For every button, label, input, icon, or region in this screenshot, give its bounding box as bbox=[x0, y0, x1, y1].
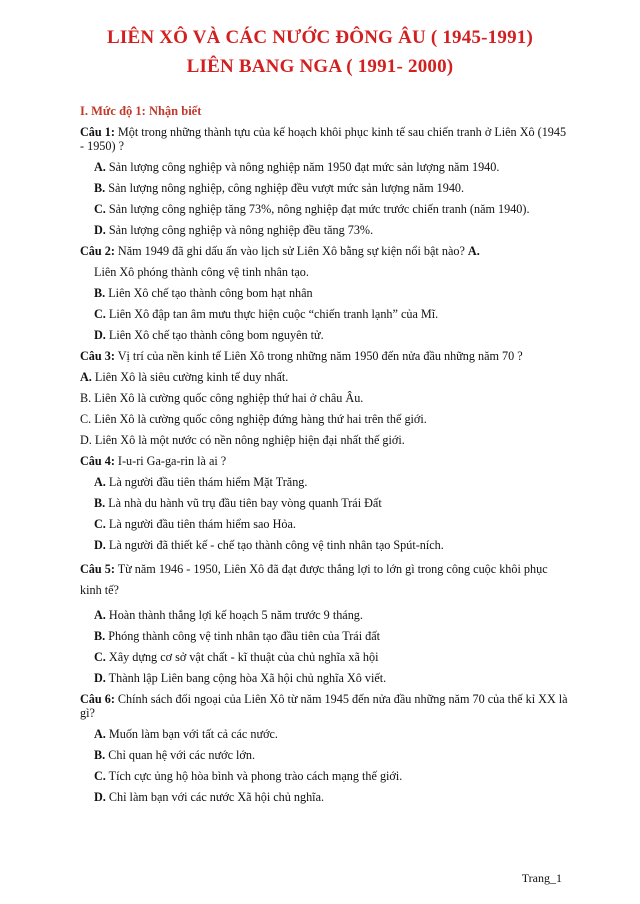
question-text: I-u-ri Ga-ga-rin là ai ? bbox=[114, 454, 227, 468]
question-3 bbox=[80, 349, 570, 363]
option-key: A. bbox=[94, 608, 106, 622]
question-number: Câu 1: bbox=[80, 125, 115, 139]
option-text: Thành lập Liên bang cộng hòa Xã hội chủ nghĩa Xô viết. bbox=[105, 671, 387, 685]
option-key: B. bbox=[94, 748, 106, 762]
question-text: Chính sách đối ngoại của Liên Xô từ năm 1945 đến nửa đầu những năm 70 của thế kỉ XX là gì? bbox=[80, 692, 568, 720]
question-text: Vị trí của nền kinh tế Liên Xô trong những năm 1950 đến nửa đầu những năm 70 ? bbox=[114, 349, 523, 363]
option-key: A. bbox=[94, 475, 106, 489]
option-key: A. bbox=[94, 160, 106, 174]
option-text: Sản lượng nông nghiệp, công nghiệp đều vượt mức sản lượng năm 1940. bbox=[105, 181, 465, 195]
option-6c bbox=[94, 769, 570, 783]
option-4c bbox=[94, 517, 570, 531]
document-title-line-2: LIÊN BANG NGA ( 1991- 2000) bbox=[186, 56, 454, 77]
option-3a bbox=[80, 370, 570, 384]
option-2b bbox=[94, 286, 570, 300]
option-text: Liên Xô đập tan âm mưu thực hiện cuộc “chiến tranh lạnh” của Mĩ. bbox=[105, 307, 439, 321]
option-text: Là nhà du hành vũ trụ đầu tiên bay vòng quanh Trái Đất bbox=[105, 496, 382, 510]
option-5d bbox=[94, 671, 570, 685]
option-4d bbox=[94, 538, 570, 552]
section-heading: I. Mức độ 1: Nhận biết bbox=[80, 104, 202, 118]
page-number: Trang_1 bbox=[521, 871, 562, 885]
option-2a bbox=[94, 265, 570, 279]
option-3c bbox=[80, 412, 570, 426]
document-title-line-1: LIÊN XÔ VÀ CÁC NƯỚC ĐÔNG ÂU ( 1945-1991) bbox=[107, 27, 533, 48]
option-key: B. bbox=[94, 629, 106, 643]
option-text: Chỉ quan hệ với các nước lớn. bbox=[105, 748, 255, 762]
option-text: Tích cực ủng hộ hòa bình và phong trào cách mạng thế giới. bbox=[105, 769, 403, 783]
option-key: D. bbox=[94, 538, 106, 552]
option-text: Sản lượng công nghiệp tăng 73%, nông nghiệp đạt mức trước chiến tranh (năm 1940). bbox=[105, 202, 530, 216]
question-number: Câu 3: bbox=[80, 349, 115, 363]
option-key: D. bbox=[94, 790, 106, 804]
option-key: D. bbox=[94, 223, 106, 237]
option-6d bbox=[94, 790, 570, 804]
option-key: C. bbox=[94, 769, 106, 783]
option-key: C. bbox=[94, 202, 106, 216]
option-5c bbox=[94, 650, 570, 664]
option-key: B. bbox=[94, 286, 106, 300]
option-2d bbox=[94, 328, 570, 342]
option-key: A. bbox=[94, 727, 106, 741]
option-4a bbox=[94, 475, 570, 489]
option-text: Liên Xô là siêu cường kinh tế duy nhất. bbox=[91, 370, 289, 384]
option-text: C. Liên Xô là cường quốc công nghiệp đứng hàng thứ hai trên thế giới. bbox=[80, 412, 427, 426]
option-1a bbox=[94, 160, 570, 174]
question-5 bbox=[80, 559, 570, 601]
option-3d bbox=[80, 433, 570, 447]
option-1d bbox=[94, 223, 570, 237]
option-text: Liên Xô chế tạo thành công bom nguyên tử. bbox=[105, 328, 324, 342]
option-text: Phóng thành công vệ tinh nhân tạo đầu tiên của Trái đất bbox=[105, 629, 381, 643]
option-3b bbox=[80, 391, 570, 405]
option-key: C. bbox=[94, 650, 106, 664]
option-key: A. bbox=[467, 244, 480, 258]
option-text: Sản lượng công nghiệp và nông nghiệp năm 1950 đạt mức sản lượng năm 1940. bbox=[105, 160, 500, 174]
question-list bbox=[80, 125, 570, 811]
question-number: Câu 6: bbox=[80, 692, 115, 706]
option-5b bbox=[94, 629, 570, 643]
option-key: C. bbox=[94, 517, 106, 531]
option-6b bbox=[94, 748, 570, 762]
option-text: Chỉ làm bạn với các nước Xã hội chủ nghĩa. bbox=[105, 790, 325, 804]
option-text: Là người đầu tiên thám hiểm Mặt Trăng. bbox=[105, 475, 308, 489]
option-key: B. bbox=[94, 181, 106, 195]
option-key: D. bbox=[94, 328, 106, 342]
question-text: Từ năm 1946 - 1950, Liên Xô đã đạt được thắng lợi to lớn gì trong công cuộc khôi phục kinh tế? bbox=[80, 562, 548, 597]
question-1 bbox=[80, 125, 570, 153]
question-number: Câu 2: bbox=[80, 244, 115, 258]
option-text: D. Liên Xô là một nước có nền nông nghiệp hiện đại nhất thế giới. bbox=[80, 433, 405, 447]
option-text: B. Liên Xô là cường quốc công nghiệp thứ hai ở châu Âu. bbox=[80, 391, 364, 405]
option-2c bbox=[94, 307, 570, 321]
option-text: Xây dựng cơ sở vật chất - kĩ thuật của chủ nghĩa xã hội bbox=[105, 650, 379, 664]
option-key: B. bbox=[94, 496, 106, 510]
option-4b bbox=[94, 496, 570, 510]
question-2 bbox=[80, 244, 570, 258]
option-6a bbox=[94, 727, 570, 741]
option-key: D. bbox=[94, 671, 106, 685]
question-6 bbox=[80, 692, 570, 720]
option-text: Là người đã thiết kế - chế tạo thành công vệ tinh nhân tạo Spút-ních. bbox=[105, 538, 444, 552]
question-text: Năm 1949 đã ghi dấu ấn vào lịch sử Liên Xô bằng sự kiện nổi bật nào? bbox=[114, 244, 468, 258]
question-number: Câu 5: bbox=[80, 562, 115, 576]
option-text: Liên Xô phóng thành công vệ tinh nhân tạo. bbox=[94, 265, 309, 279]
option-1c bbox=[94, 202, 570, 216]
option-text: Liên Xô chế tạo thành công bom hạt nhân bbox=[105, 286, 313, 300]
option-text: Là người đầu tiên thám hiểm sao Hỏa. bbox=[105, 517, 296, 531]
question-4 bbox=[80, 454, 570, 468]
option-text: Hoàn thành thắng lợi kế hoạch 5 năm trước 9 tháng. bbox=[105, 608, 363, 622]
question-number: Câu 4: bbox=[80, 454, 115, 468]
option-1b bbox=[94, 181, 570, 195]
option-text: Sản lượng công nghiệp và nông nghiệp đều tăng 73%. bbox=[105, 223, 374, 237]
option-key: A. bbox=[80, 370, 92, 384]
question-text: Một trong những thành tựu của kế hoạch khôi phục kinh tế sau chiến tranh ở Liên Xô (1945 - 1950) ? bbox=[80, 125, 567, 153]
option-5a bbox=[94, 608, 570, 622]
option-key: C. bbox=[94, 307, 106, 321]
option-text: Muốn làm bạn với tất cả các nước. bbox=[105, 727, 278, 741]
